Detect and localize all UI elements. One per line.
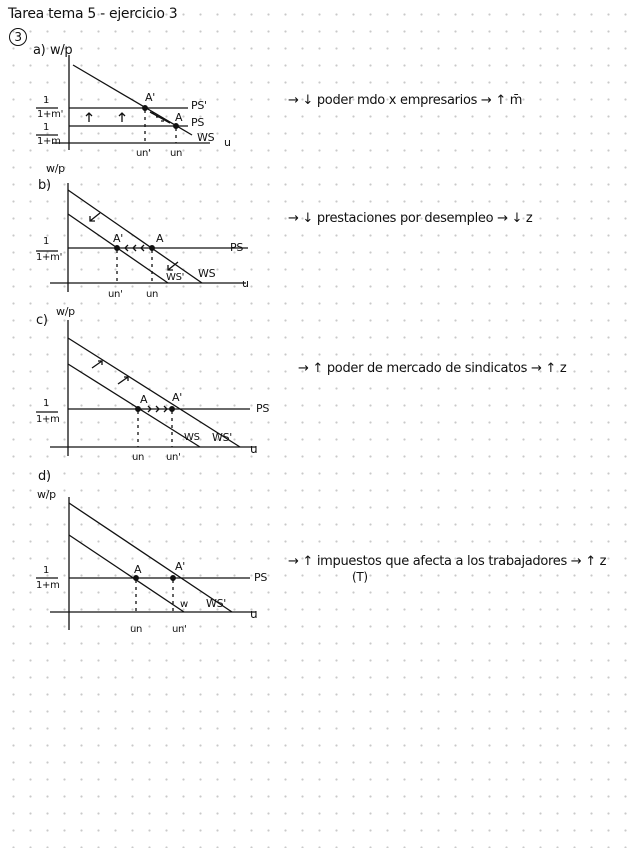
arrow-icon [150, 112, 170, 123]
line-label: PS [256, 402, 270, 415]
exercise-number: 3 [9, 28, 27, 46]
point-label: A' [175, 560, 185, 573]
x-axis-label: u [242, 277, 249, 290]
line-label: PS' [191, 99, 207, 112]
xtick: un' [172, 624, 187, 635]
ws-prime-line [69, 503, 232, 612]
xtick: un [130, 624, 143, 635]
xtick: un [146, 289, 159, 300]
y-axis-label: w/p [46, 162, 65, 175]
point-a-prime [170, 407, 175, 412]
diagram-a [36, 55, 210, 150]
ytick: 1 [43, 236, 50, 247]
point-a-prime [143, 106, 148, 111]
xtick: un' [166, 452, 181, 463]
arrow-down-left-icon [90, 213, 178, 270]
point-label: A [140, 393, 148, 406]
line-label: WS [198, 267, 216, 280]
point-label: A [134, 563, 142, 576]
y-axis-label: w/p [50, 43, 73, 58]
ytick: 1+m' [36, 252, 63, 263]
diagram-a-label: a) [33, 43, 46, 58]
xtick: un' [136, 148, 151, 159]
x-axis-label: u [224, 136, 231, 149]
line-label: PS [254, 571, 268, 584]
line-label: WS' [212, 431, 232, 444]
ytick: 1 [43, 95, 50, 106]
note-d: → ↑ impuestos que afecta a los trabajadores → ↑ z [288, 554, 607, 569]
line-label: WS' [166, 272, 185, 283]
point-a-prime [115, 246, 120, 251]
page-title: Tarea tema 5 - ejercicio 3 [8, 6, 178, 22]
ytick: 1+m [37, 136, 61, 147]
diagram-d-label: d) [38, 469, 51, 484]
ytick: 1 [43, 122, 50, 133]
y-axis-label: w/p [37, 488, 56, 501]
point-a [136, 407, 141, 412]
line-label: WS [197, 131, 215, 144]
diagram-b-label: b) [38, 178, 51, 193]
ws-line [69, 535, 184, 612]
ws-line [68, 364, 200, 447]
x-axis-label: u [250, 442, 258, 456]
ws-line [68, 190, 202, 283]
line-label: WS' [206, 597, 226, 610]
point-a [150, 246, 155, 251]
ytick: 1 [43, 398, 50, 409]
point-a-prime [171, 576, 176, 581]
note-b: → ↓ prestaciones por desempleo → ↓ z [288, 211, 533, 226]
diagram-c-label: c) [36, 313, 48, 328]
note-d-sub: (T) [352, 570, 368, 584]
line-label: w [180, 599, 188, 610]
point-label: A [175, 111, 183, 124]
point-label: A' [113, 232, 123, 245]
point-label: A [156, 232, 164, 245]
point-label: A' [145, 91, 155, 104]
xtick: un [170, 148, 183, 159]
ytick: 1+m [36, 414, 60, 425]
arrow-up-icon [86, 113, 125, 122]
note-a: → ↓ poder mdo x empresarios → ↑ m̄ [288, 93, 523, 108]
ytick: 1 [43, 565, 50, 576]
note-c: → ↑ poder de mercado de sindicatos → ↑ z [298, 361, 567, 376]
ytick: 1+m [36, 580, 60, 591]
y-axis-label: w/p [56, 305, 75, 318]
point-label: A' [172, 391, 182, 404]
xtick: un' [108, 289, 123, 300]
line-label: PS [191, 116, 205, 129]
line-label: WS [184, 432, 200, 443]
xtick: un [132, 452, 145, 463]
line-label: PS [230, 241, 244, 254]
ytick: 1+m' [37, 109, 64, 120]
diagram-b [36, 183, 248, 292]
x-axis-label: u [250, 607, 258, 621]
